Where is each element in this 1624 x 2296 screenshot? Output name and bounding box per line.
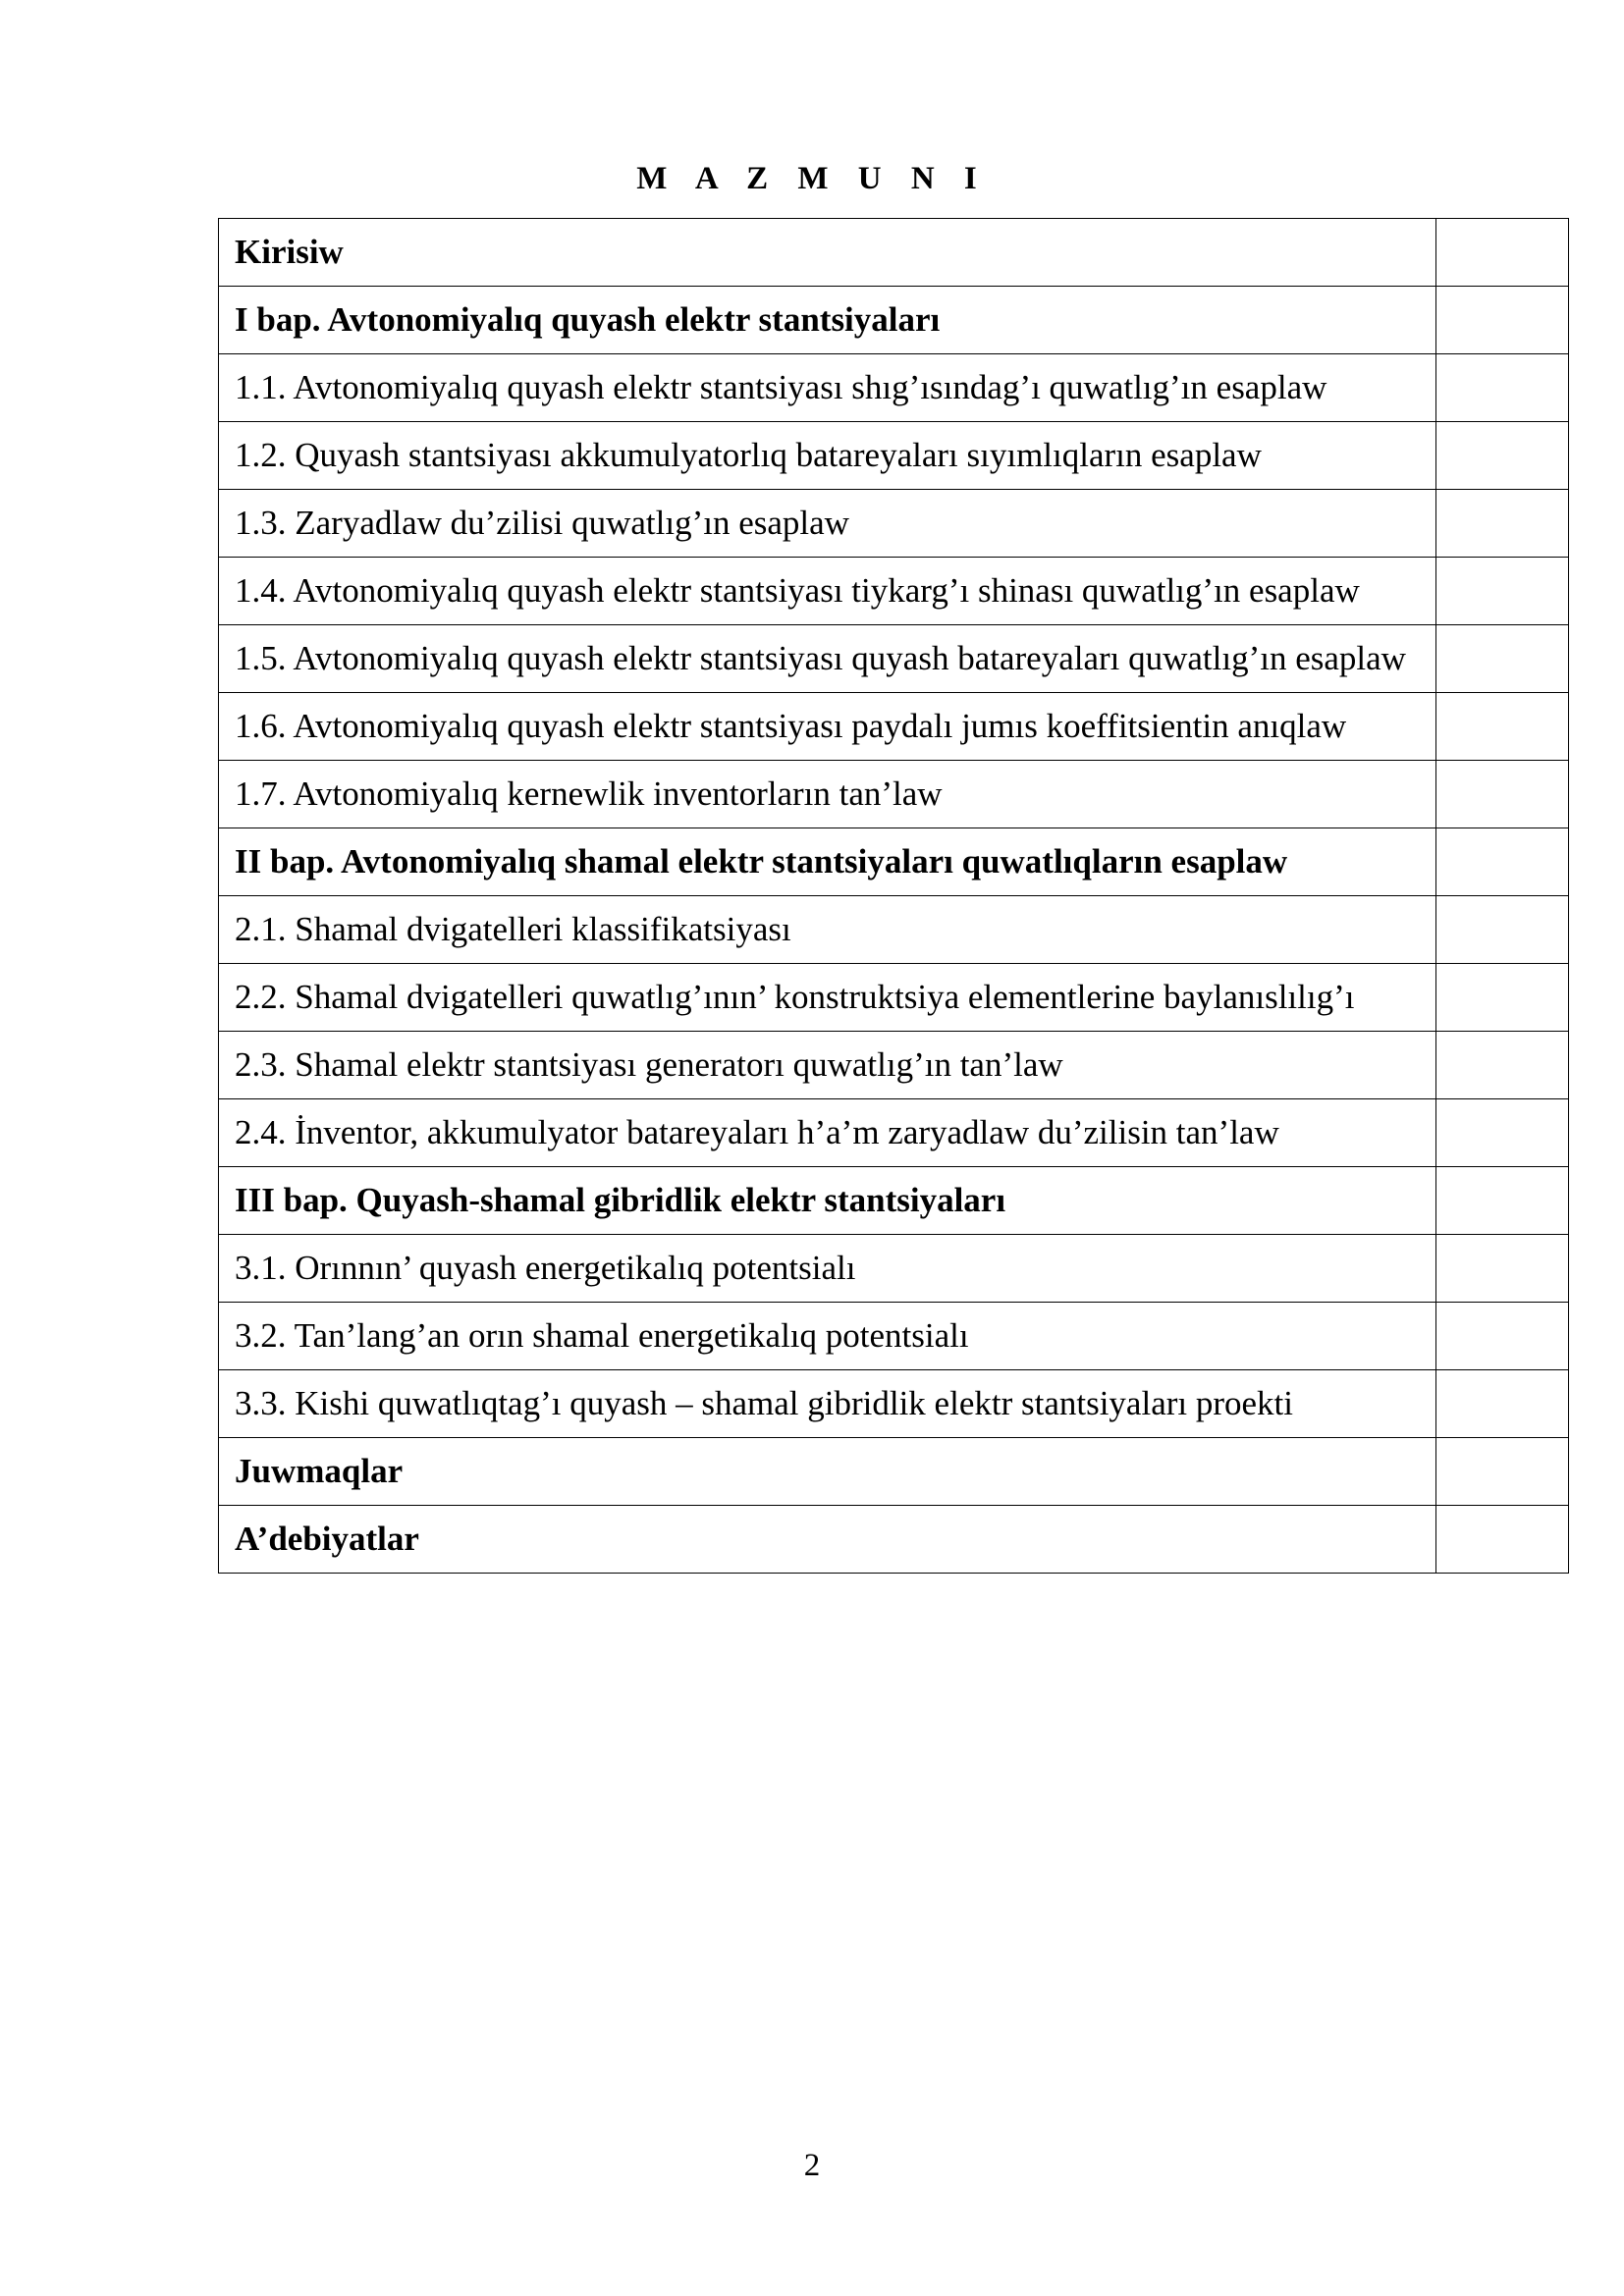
toc-page-cell [1436,1303,1569,1370]
toc-row [219,558,1569,625]
toc-row [219,354,1569,422]
toc-page-cell [1436,354,1569,422]
toc-page-cell [1436,490,1569,558]
toc-row [219,287,1569,354]
toc-row [219,964,1569,1032]
toc-page-cell [1436,1032,1569,1099]
toc-row [219,1370,1569,1438]
toc-row [219,761,1569,828]
toc-page-cell [1436,1167,1569,1235]
toc-heading: Juwmaqlar [219,1438,1436,1506]
toc-entry: 2.3. Shamal elektr stantsiyası generatorı quwatlıg’ın tan’law [219,1032,1436,1099]
toc-page-cell [1436,828,1569,896]
toc-row [219,490,1569,558]
toc-row [219,219,1569,287]
toc-page-cell [1436,422,1569,490]
toc-entry: 1.1. Avtonomiyalıq quyash elektr stantsiyası shıg’ısındag’ı quwatlıg’ın esaplaw [219,354,1436,422]
toc-page-cell [1436,761,1569,828]
toc-row [219,828,1569,896]
toc-entry: 1.6. Avtonomiyalıq quyash elektr stantsiyası paydalı jumıs koeffitsientin anıqlaw [219,693,1436,761]
toc-row [219,1235,1569,1303]
toc-heading: Kirisiw [219,219,1436,287]
toc-row [219,1303,1569,1370]
toc-page-cell [1436,896,1569,964]
toc-row [219,693,1569,761]
toc-row [219,896,1569,964]
toc-page-cell [1436,558,1569,625]
toc-entry: 1.4. Avtonomiyalıq quyash elektr stantsiyası tiykarg’ı shinası quwatlıg’ın esaplaw [219,558,1436,625]
toc-page-cell [1436,1370,1569,1438]
toc-heading: II bap. Avtonomiyalıq shamal elektr stantsiyaları quwatlıqların esaplaw [219,828,1436,896]
toc-entry: 1.3. Zaryadlaw du’zilisi quwatlıg’ın esaplaw [219,490,1436,558]
toc-entry: 3.1. Orınnın’ quyash energetikalıq potentsialı [219,1235,1436,1303]
toc-row [219,1032,1569,1099]
toc-page-cell [1436,1099,1569,1167]
toc-page-cell [1436,1235,1569,1303]
toc-row [219,1438,1569,1506]
toc-entry: 1.5. Avtonomiyalıq quyash elektr stantsiyası quyash batareyaları quwatlıg’ın esaplaw [219,625,1436,693]
page-title: M A Z M U N I [636,161,988,196]
toc-entry: 3.2. Tan’lang’an orın shamal energetikalıq potentsialı [219,1303,1436,1370]
toc-entry: 2.1. Shamal dvigatelleri klassifikatsiyası [219,896,1436,964]
toc-page-cell [1436,693,1569,761]
toc-heading: III bap. Quyash-shamal gibridlik elektr stantsiyaları [219,1167,1436,1235]
toc-row [219,1099,1569,1167]
toc-page-cell [1436,625,1569,693]
toc-page-cell [1436,1438,1569,1506]
toc-row [219,625,1569,693]
toc-page-cell [1436,287,1569,354]
toc-body [219,219,1569,1574]
toc-page-cell [1436,1506,1569,1574]
toc-entry: 3.3. Kishi quwatlıqtag’ı quyash – shamal gibridlik elektr stantsiyaları proekti [219,1370,1436,1438]
toc-row [219,1506,1569,1574]
toc-heading: I bap. Avtonomiyalıq quyash elektr stantsiyaları [219,287,1436,354]
toc-entry: 2.2. Shamal dvigatelleri quwatlıg’ının’ konstruktsiya elementlerine baylanıslılıg’ı [219,964,1436,1032]
toc-entry: 2.4. İnventor, akkumulyator batareyaları h’a’m zaryadlaw du’zilisin tan’law [219,1099,1436,1167]
toc-page-cell [1436,964,1569,1032]
toc-row [219,422,1569,490]
toc-row [219,1167,1569,1235]
toc-heading: A’debiyatlar [219,1506,1436,1574]
page-number: 2 [803,2148,821,2183]
table-of-contents [218,218,1569,1574]
toc-entry: 1.2. Quyash stantsiyası akkumulyatorlıq batareyaları sıyımlıqların esaplaw [219,422,1436,490]
toc-entry: 1.7. Avtonomiyalıq kernewlik inventorların tan’law [219,761,1436,828]
toc-page-cell [1436,219,1569,287]
